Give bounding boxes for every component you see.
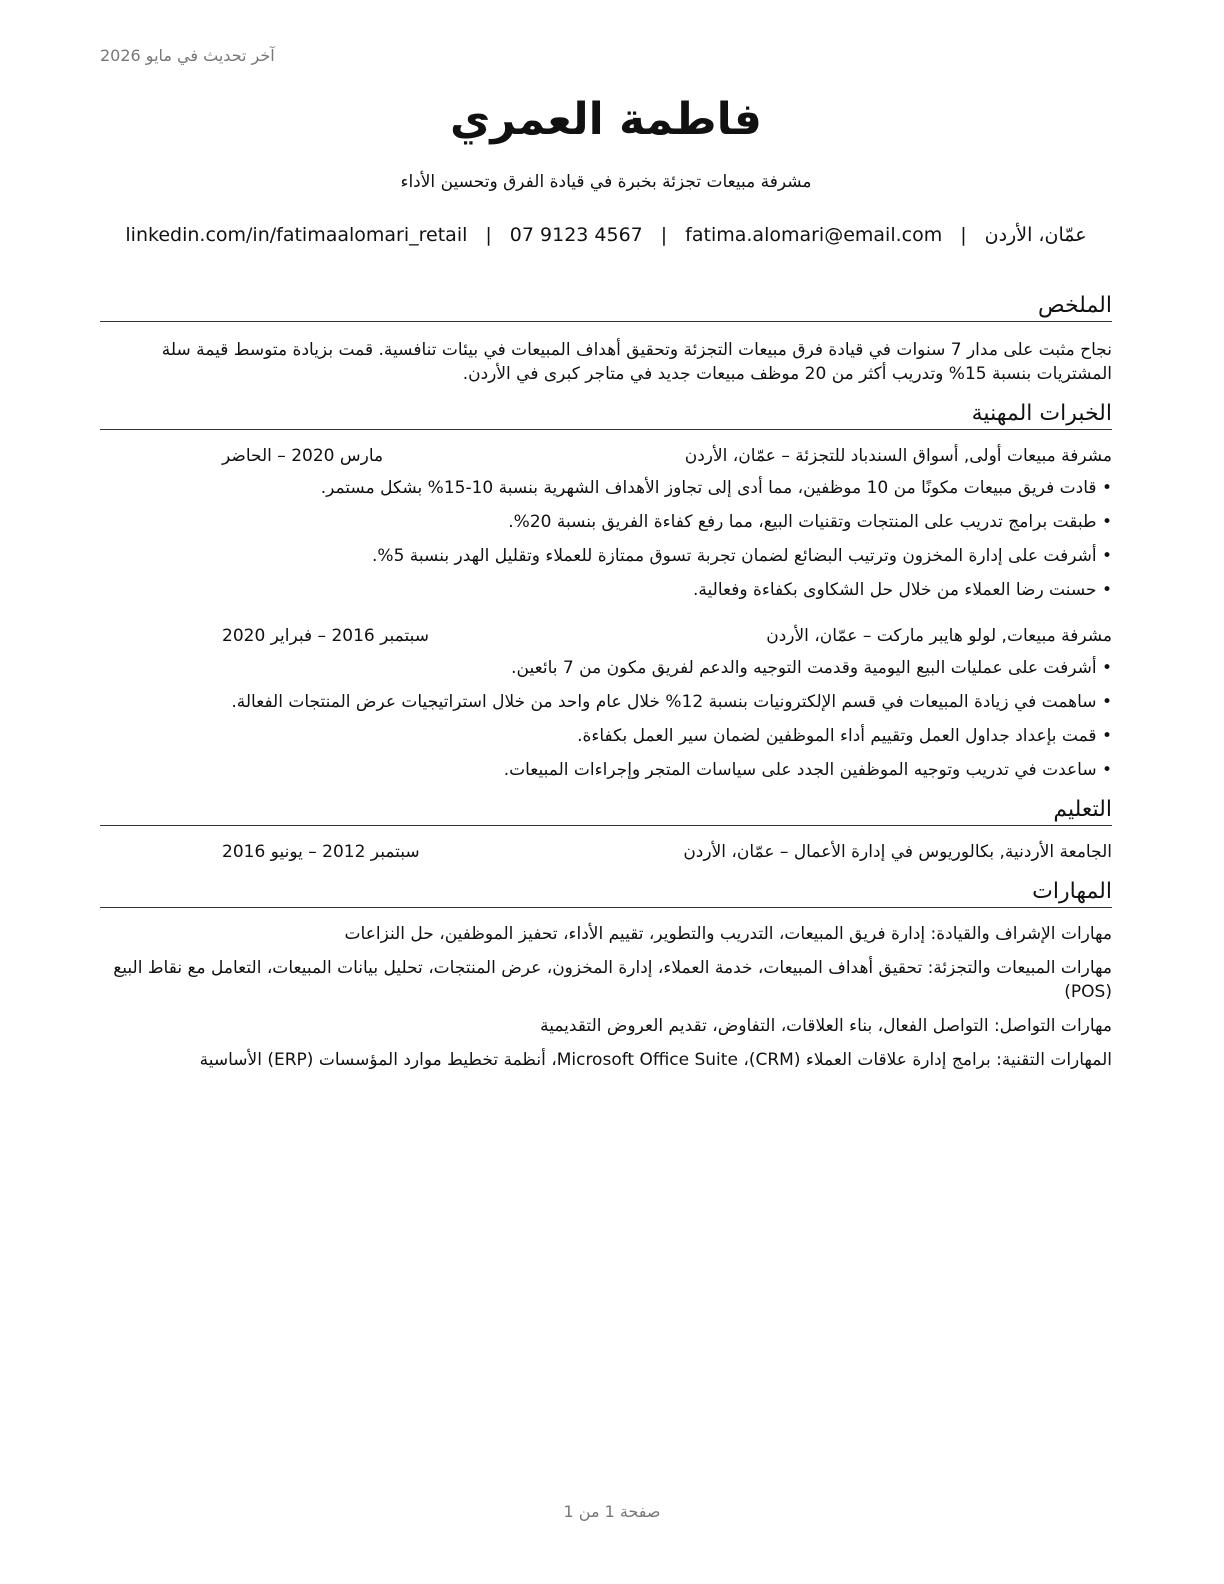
skill-line: مهارات الإشراف والقيادة: إدارة فريق المبيعات، التدريب والتطوير، تقييم الأداء، تحفيز الموظفين، حل النزاعات [344, 924, 1112, 944]
contact-line [100, 222, 1112, 248]
job-bullet: • قمت بإعداد جداول العمل وتقييم أداء الموظفين لضمان سير العمل بكفاءة. [100, 724, 1112, 748]
job-bullet: • ساعدت في تدريب وتوجيه الموظفين الجدد على سياسات المتجر وإجراءات المبيعات. [100, 758, 1112, 782]
candidate-subtitle: مشرفة مبيعات تجزئة بخبرة في قيادة الفرق وتحسين الأداء [400, 172, 812, 192]
summary-heading: الملخص [100, 292, 1112, 322]
skills-heading: المهارات [100, 878, 1112, 908]
job-bullet: • ساهمت في زيادة المبيعات في قسم الإلكترونيات بنسبة 12% خلال عام واحد من خلال استراتيجيات عرض المنتجات الفعالة. [100, 690, 1112, 714]
page-number: صفحة 1 من 1 [563, 1502, 661, 1521]
experience-section [100, 400, 1112, 782]
job-bullet: • أشرفت على إدارة المخزون وترتيب البضائع لضمان تجربة تسوق ممتازة للعملاء وتقليل الهدر بنسبة 5%. [100, 544, 1112, 568]
job-bullet: • قادت فريق مبيعات مكونًا من 10 موظفين، مما أدى إلى تجاوز الأهداف الشهرية بنسبة 10-15% بشكل مستمر. [100, 476, 1112, 500]
job-header [100, 624, 1112, 648]
job-bullet: • حسنت رضا العملاء من خلال حل الشكاوى بكفاءة وفعالية. [100, 578, 1112, 602]
contact-phone: 07 9123 4567 [509, 224, 643, 246]
last-updated-note: آخر تحديث في مايو 2026 [100, 46, 275, 65]
contact-linkedin[interactable]: linkedin.com/in/fatimaalomari_retail [125, 224, 468, 246]
job-dates: سبتمبر 2016 – فبراير 2020 [222, 626, 429, 646]
skills-section [100, 878, 1112, 1072]
contact-separator: | [485, 224, 492, 246]
job-role: مشرفة مبيعات, لولو هايبر ماركت – عمّان، الأردن [766, 626, 1112, 646]
job-bullets [100, 656, 1112, 782]
education-degree: الجامعة الأردنية, بكالوريوس في إدارة الأعمال – عمّان، الأردن [683, 842, 1112, 862]
job-entry [100, 444, 1112, 602]
job-bullet: • طبقت برامج تدريب على المنتجات وتقنيات البيع، مما رفع كفاءة الفريق بنسبة 20%. [100, 510, 1112, 534]
contact-separator: | [660, 224, 668, 246]
job-bullet: • أشرفت على عمليات البيع اليومية وقدمت التوجيه والدعم لفريق مكون من 7 بائعين. [100, 656, 1112, 680]
contact-separator: | [960, 224, 967, 246]
contact-location: عمّان، الأردن [984, 224, 1087, 246]
job-entry [100, 624, 1112, 782]
job-bullets [100, 476, 1112, 602]
resume-page [100, 88, 1112, 1082]
job-header [100, 444, 1112, 468]
experience-heading: الخبرات المهنية [100, 400, 1112, 430]
summary-text: نجاح مثبت على مدار 7 سنوات في قيادة فرق مبيعات التجزئة وتحقيق أهداف المبيعات في بيئات تنافسية. قمت بزيادة متوسط قيمة سلة المشتريات بنسبة 15% وتدريب أكثر من 20 موظف مبيعات جديد في متاجر كبرى في الأردن. [161, 340, 1112, 384]
skill-line: مهارات التواصل: التواصل الفعال، بناء العلاقات، التفاوض، تقديم العروض التقديمية [540, 1016, 1112, 1036]
contact-email[interactable]: fatima.alomari@email.com [685, 224, 943, 246]
job-dates: مارس 2020 – الحاضر [222, 446, 384, 466]
education-section [100, 796, 1112, 864]
job-role: مشرفة مبيعات أولى, أسواق السندباد للتجزئة – عمّان، الأردن [684, 446, 1112, 466]
education-dates: سبتمبر 2012 – يونيو 2016 [222, 842, 420, 862]
education-entry [100, 840, 1112, 864]
candidate-name: فاطمة العمري [450, 94, 762, 145]
skill-line: المهارات التقنية: برامج إدارة علاقات العملاء (CRM)، Microsoft Office Suite، أنظمة تخطيط موارد المؤسسات (ERP) الأساسية [199, 1050, 1112, 1070]
skill-line: مهارات المبيعات والتجزئة: تحقيق أهداف المبيعات، خدمة العملاء، إدارة المخزون، عرض المنتجات، تحليل بيانات المبيعات، التعامل مع نقاط البيع (POS) [113, 958, 1112, 1002]
education-heading: التعليم [100, 796, 1112, 826]
summary-section [100, 292, 1112, 386]
skills-list [100, 922, 1112, 1072]
